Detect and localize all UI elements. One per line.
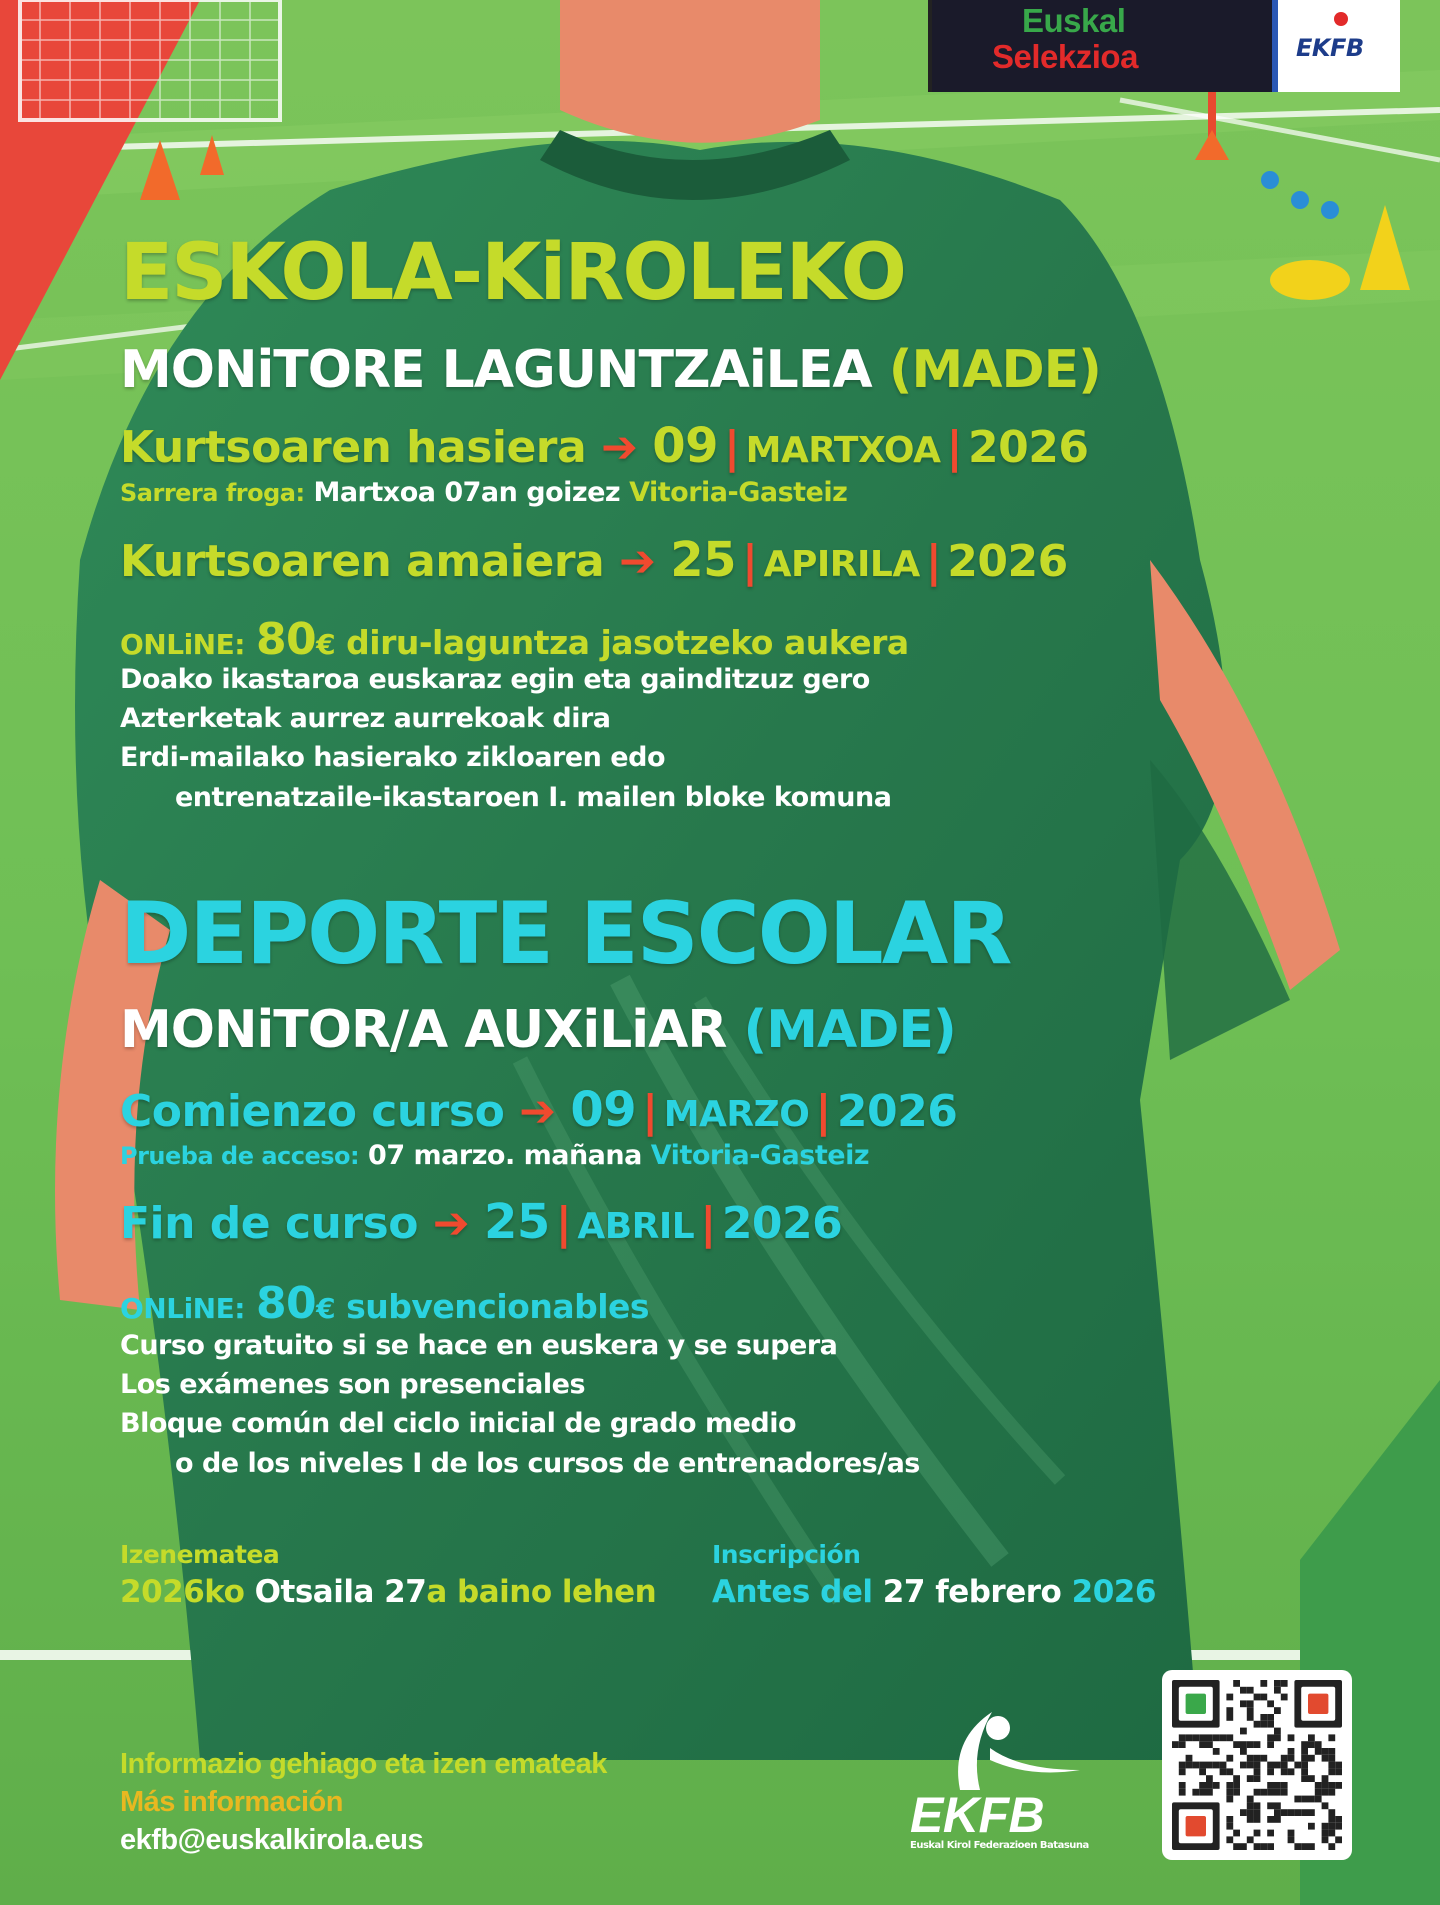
eu-end-month: APIRILA — [763, 544, 920, 585]
ekfb-figure-icon — [880, 1700, 1140, 1790]
es-subtitle-main: MONiTOR/A AUXiLiAR — [120, 1000, 727, 1060]
eu-online-amount: 80 — [255, 614, 317, 665]
qr-code[interactable] — [1162, 1670, 1352, 1860]
es-online-amount: 80 — [255, 1278, 317, 1329]
es-note-1: Curso gratuito si se hace en euskera y se supera — [120, 1330, 838, 1361]
registration-es-date: 27 febrero — [882, 1574, 1062, 1610]
registration-eu-date: Otsaila 27 — [254, 1574, 427, 1610]
arrow-right-icon: ➔ — [601, 422, 638, 473]
es-note-2: Los exámenes son presenciales — [120, 1369, 586, 1400]
ekfb-logo — [880, 1700, 1140, 1850]
separator-icon: | — [925, 536, 942, 587]
es-start-line — [120, 1082, 957, 1138]
eu-note-3: Erdi-mailako hasierako zikloaren edo — [120, 742, 665, 773]
es-online-currency: € — [316, 1292, 336, 1325]
es-subtitle-made: (MADE) — [743, 1000, 956, 1060]
es-start-day: 09 — [570, 1082, 637, 1138]
badge-logo — [1272, 0, 1400, 92]
registration-es-label: Inscripción — [712, 1540, 861, 1569]
eu-test-text: Martxoa 07an goizez — [313, 477, 621, 508]
es-test-line — [120, 1140, 869, 1171]
top-badge — [928, 0, 1394, 92]
separator-icon: | — [555, 1198, 572, 1249]
eu-online-line — [120, 614, 909, 665]
eu-end-day: 25 — [670, 532, 737, 588]
eu-subtitle-made: (MADE) — [888, 340, 1101, 400]
eu-note-2: Azterketak aurrez aurrekoak dira — [120, 703, 611, 734]
es-start-month: MARZO — [663, 1094, 810, 1135]
es-note-3: Bloque común del ciclo inicial de grado medio — [120, 1408, 797, 1439]
badge-text-line2: Selekzioa — [992, 38, 1138, 75]
ekfb-logo-caption: Euskal Kirol Federazioen Batasuna — [910, 1840, 1089, 1851]
arrow-right-icon: ➔ — [619, 536, 656, 587]
separator-icon: | — [815, 1086, 831, 1137]
badge-logo-text: EKFB — [1296, 34, 1364, 62]
eu-title: ESKOLA-KiROLEKO — [120, 228, 905, 318]
eu-online-text: diru-laguntza jasotzeko aukera — [346, 623, 909, 662]
registration-es-year: 2026 — [1071, 1574, 1156, 1610]
badge-text-line1: Euskal — [1022, 2, 1126, 39]
eu-end-year: 2026 — [947, 536, 1068, 587]
eu-start-year: 2026 — [968, 422, 1089, 473]
es-start-label: Comienzo curso — [120, 1086, 505, 1137]
separator-icon: | — [946, 422, 963, 473]
eu-start-line — [120, 418, 1088, 474]
eu-subtitle — [120, 340, 1101, 400]
eu-start-day: 09 — [652, 418, 719, 474]
es-end-label: Fin de curso — [120, 1198, 418, 1249]
es-start-year: 2026 — [836, 1086, 958, 1137]
eu-online-label: ONLiNE: — [120, 628, 245, 661]
arrow-right-icon: ➔ — [432, 1198, 470, 1249]
es-end-day: 25 — [484, 1194, 550, 1250]
eu-end-label: Kurtsoaren amaiera — [120, 536, 605, 587]
registration-es-prefix: Antes del — [712, 1574, 873, 1610]
separator-icon: | — [642, 1086, 658, 1137]
registration-eu-label: Izenematea — [120, 1540, 280, 1569]
es-online-line — [120, 1278, 649, 1329]
es-title: DEPORTE ESCOLAR — [120, 884, 1011, 984]
eu-subtitle-main: MONiTORE LAGUNTZAiLEA — [120, 340, 872, 400]
eu-test-place: Vitoria-Gasteiz — [629, 477, 848, 508]
separator-icon: | — [724, 422, 740, 473]
registration-eu-deadline — [120, 1574, 656, 1610]
es-end-month: ABRIL — [577, 1206, 695, 1247]
arrow-right-icon: ➔ — [519, 1086, 556, 1137]
eu-end-line — [120, 532, 1068, 588]
registration-eu-suffix: a baino lehen — [426, 1574, 657, 1610]
es-test-label: Prueba de acceso: — [120, 1142, 360, 1170]
ekfb-logo-text: EKFB — [910, 1787, 1045, 1843]
es-subtitle — [120, 1000, 956, 1060]
badge-logo-mark-icon — [1334, 12, 1348, 26]
es-end-year: 2026 — [721, 1198, 843, 1249]
registration-eu-year: 2026ko — [120, 1574, 245, 1610]
eu-test-label: Sarrera froga: — [120, 479, 305, 507]
eu-start-month: MARTXOA — [745, 430, 941, 471]
footer-info-es: Más información — [120, 1786, 343, 1818]
es-online-label: ONLiNE: — [120, 1292, 245, 1325]
es-test-place: Vitoria-Gasteiz — [650, 1140, 870, 1171]
separator-icon: | — [742, 536, 758, 587]
eu-note-4: entrenatzaile-ikastaroen I. mailen bloke komuna — [175, 782, 892, 813]
eu-online-currency: € — [316, 628, 336, 661]
es-online-text: subvencionables — [346, 1287, 650, 1326]
separator-icon: | — [700, 1198, 716, 1249]
eu-test-line — [120, 477, 847, 508]
eu-note-1: Doako ikastaroa euskaraz egin eta gainditzuz gero — [120, 664, 870, 695]
eu-start-label: Kurtsoaren hasiera — [120, 422, 587, 473]
es-end-line — [120, 1194, 842, 1250]
registration-es-deadline — [712, 1574, 1156, 1610]
es-test-text: 07 marzo. mañana — [368, 1140, 642, 1171]
es-note-4: o de los niveles I de los cursos de entrenadores/as — [175, 1448, 920, 1479]
qr-code-pattern — [1162, 1670, 1352, 1860]
footer-email[interactable]: ekfb@euskalkirola.eus — [120, 1824, 424, 1856]
footer-info-eu: Informazio gehiago eta izen emateak — [120, 1748, 607, 1780]
